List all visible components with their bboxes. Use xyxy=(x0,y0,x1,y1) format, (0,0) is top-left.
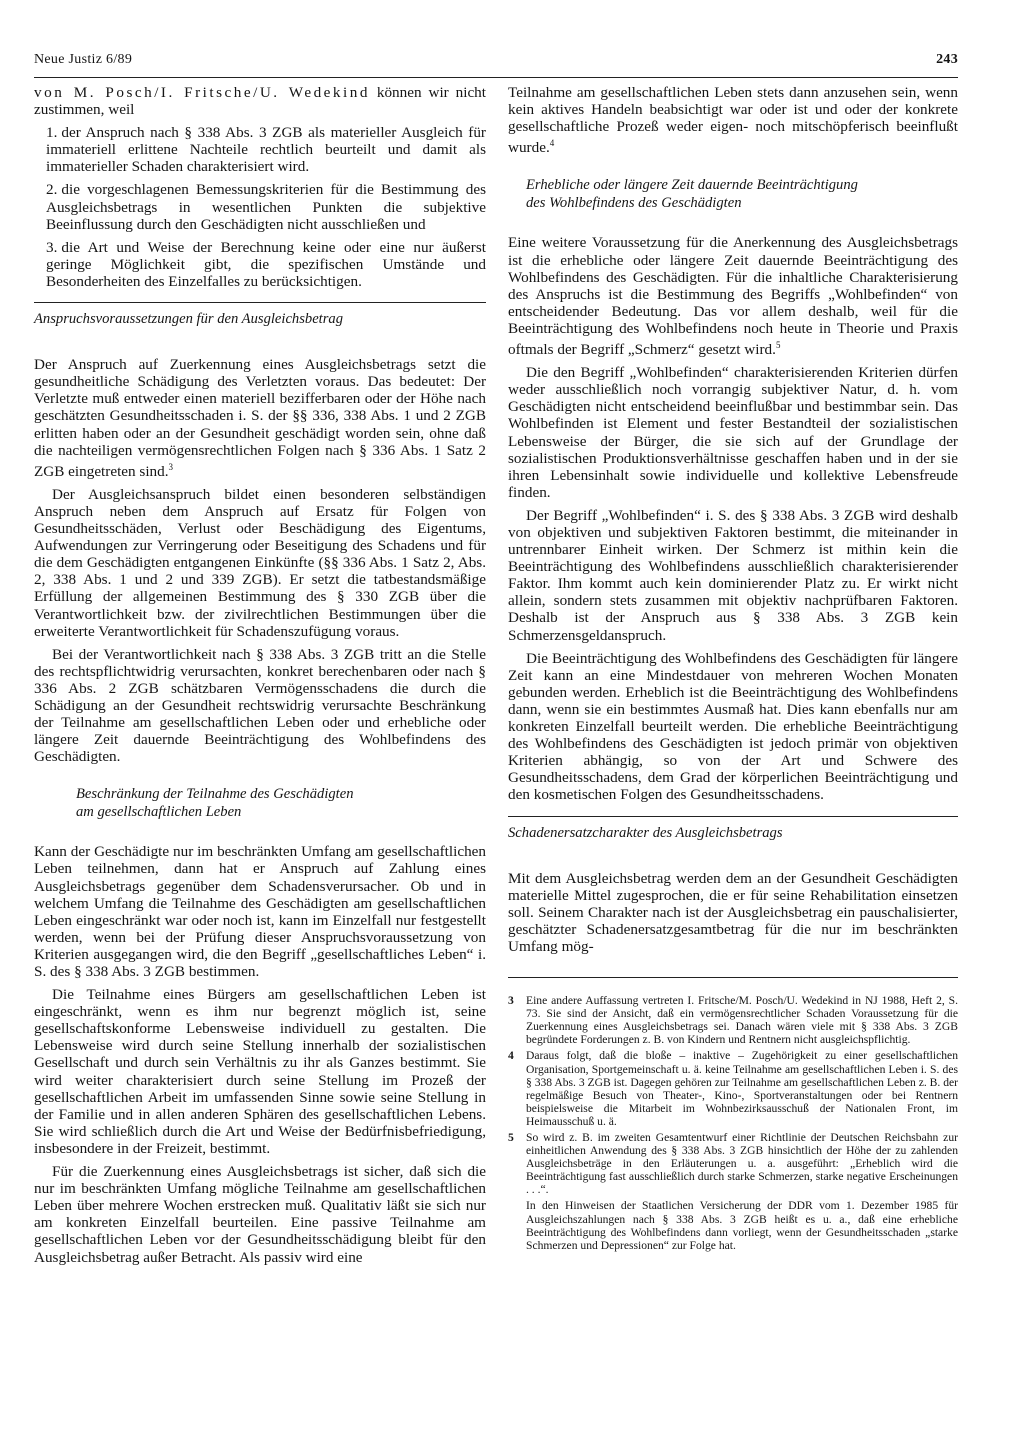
page-header xyxy=(34,52,958,72)
journal-title: Neue Justiz 6/89 xyxy=(34,52,133,67)
paragraph: Der Ausgleichsanspruch bildet einen besonderen selbständigen Anspruch neben dem Anspruch auf Ersatz für Folgen von Gesundheitsschäden, Verlust oder Beschädigung des Eigentums, Aufwendungen zur Verringerung oder Beseitigung des Schadens und für die dem Geschädigten entgangenen Einkünfte (§§ 336 Abs. 1 Satz 2, Abs. 2, 338 Abs. 1 und 2 und 339 ZGB). Er setzt die tatbestandsmäßige Erfüllung der allgemeinen Bestimmung des § 330 ZGB über die Verantwortlichkeit bzw. der zivilrechtlichen Bestimmungen über die erweiterte Verantwortlichkeit für Schadenszufügung voraus. xyxy=(34,485,486,640)
paragraph: Für die Zuerkennung eines Ausgleichsbetrags ist sicher, daß sich die nur im beschränkten Umfang mögliche Teilnahme am gesellschaftlichen Leben über mehrere Wochen erstrecken muß. Qualitativ läßt sie sich nur am konkreten Einzelfall beurteilen. Eine passive Teilnahme am gesellschaftlichen Leben vor der Gesundheitsschädigung bleibt für den Ausgleichsbetrag außer Betracht. Als passiv wird eine xyxy=(34,1163,486,1266)
list-item: 1. der Anspruch nach § 338 Abs. 3 ZGB als materieller Ausgleich für immateriell erlittene Nachteile rechtlich beurteilt und damit als immaterieller Schaden charakterisiert wird. xyxy=(46,124,486,176)
section-heading-anspruchsvoraussetzungen: Anspruchsvoraussetzungen für den Ausgleichsbetrag xyxy=(34,311,344,328)
footnote-rule xyxy=(508,977,958,978)
intro-authors: von M. Posch/I. Fritsche/U. Wedekind xyxy=(34,84,370,101)
list-item: 2. die vorgeschlagenen Bemessungskriterien für die Bestimmung des Ausgleichsbetrags in wesentlichen Punkten die subjektive Beeinflussung durch den Geschädigten nicht ausschließen und xyxy=(46,181,486,233)
section-heading-wohlbefinden: Erhebliche oder längere Zeit dauernde Beeinträchtigung des Wohlbefindens des Geschädigten xyxy=(526,177,858,212)
paragraph: Die Beeinträchtigung des Wohlbefindens des Geschädigten für längere Zeit kann an eine Mindestdauer von mehreren Wochen Monaten gebunden werden. Erheblich ist die Beeinträchtigung des Wohlbefindens dann, wenn sie ein bestimmtes Ausmaß hat. Dies kann ebenfalls nur am konkreten Einzelfall beurteilt werden. Die erhebliche Beeinträchtigung des Wohlbefindens des Geschädigten ist jedoch primär von objektiven Kriterien abhängig, so von der Art und Schwere des Gesundheitsschadens, dem Grad der körperlichen Beeinträchtigung und den kosmetischen Folgen des Gesundheitsschadens. xyxy=(508,649,958,804)
header-rule xyxy=(34,77,958,78)
section-heading-schadenersatzcharakter: Schadenersatzcharakter des Ausgleichsbetrags xyxy=(508,824,783,841)
left-column xyxy=(34,84,486,1272)
section-heading-beschraenkung: Beschränkung der Teilnahme des Geschädigten am gesellschaftlichen Leben xyxy=(76,786,354,821)
footnote: 3 Eine andere Auffassung vertreten I. Fritsche/M. Posch/U. Wedekind in NJ 1988, Heft 2, S. 73. Sie sind der Ansicht, daß ein vermögensrechtlicher Schaden Voraussetzung für die Zuerkennung eines Ausgleichsbetrags sei. Danach wären viele mit § 338 Abs. 3 ZGB begründete Forderungen z. B. von Kindern und Rentnern nicht ausgleichspflichtig. xyxy=(508,994,958,1047)
footnote-ref[interactable]: 3 xyxy=(168,461,174,472)
paragraph: Mit dem Ausgleichsbetrag werden dem an der Gesundheit Geschädigten materielle Mittel zugesprochen, die er für seine Rehabilitation einsetzen soll. Seinem Charakter nach ist der Ausgleichsbetrag ein pauschalisierter, geschätzter Schadenersatzgesamtbetrag für die nur im beschränkten Umfang mög- xyxy=(508,869,958,955)
footnote: 4 Daraus folgt, daß die bloße – inaktive – Zugehörigkeit zu einer gesellschaftlichen Organisation, Sportgemeinschaft u. ä. keine Teilnahme am gesellschaftlichen Leben i. S. des § 338 Abs. 3 ZGB ist. Dagegen gehören zur Teilnahme am gesellschaftlichen Leben z. B. der regelmäßige Besuch von Theater-, Kino-, Sportveranstaltungen oder bei Rentnern beispielsweise die Mitarbeit im Wohnbezirksausschuß der Nationalen Front, im Heimausschuß u. ä. xyxy=(508,1049,959,1128)
intro-rest: können wir nicht zustimmen, weil xyxy=(34,84,486,119)
paragraph: Die Teilnahme eines Bürgers am gesellschaftlichen Leben ist eingeschränkt, wenn es ihm nur begrenzt möglich ist, seine gesellschaftskonforme Lebensweise individuell zu gestalten. Die Lebensweise wird durch seine Stellung innerhalb der sozialistischen Gesellschaft und durch sein Verhältnis zu ihr als Ganzes bestimmt. Sie wird weiter charakterisiert durch seine Stellung im Prozeß der gesellschaftlichen Arbeit im umfassenden Sinne sowie seine Stellung in der Familie und in allen anderen Sphären des gesellschaftlichen Lebens. Sie wird schließlich durch die Art und Weise der Bedürfnisbefriedigung, insbesondere in der Freizeit, bestimmt. xyxy=(34,986,486,1157)
section-rule xyxy=(508,816,958,817)
footnotes xyxy=(508,994,958,1252)
right-column xyxy=(508,84,958,1255)
paragraph: Kann der Geschädigte nur im beschränkten Umfang am gesellschaftlichen Leben teilnehmen, dann hat er Anspruch auf Zahlung eines Ausgleichsbetrags gegenüber dem Schadensverursacher. Ob und in welchem Umfang die Teilnahme des Geschädigten am gesellschaftlichen Leben eingeschränkt war oder noch ist, kann im Einzelfall nur festgestellt werden, wenn bei der Prüfung dieser Anspruchsvoraussetzung von Kriterien ausgegangen wird, die den Begriff „gesellschaftliches Leben“ i. S. des § 338 Abs. 3 ZGB bestimmen. xyxy=(34,843,486,980)
intro-paragraph xyxy=(34,84,486,118)
footnote: 5 So wird z. B. im zweiten Gesamtentwurf einer Richtlinie der Deutschen Reichsbahn zur einheitlichen Anwendung des § 338 Abs. 3 ZGB hinsichtlich der Höhe der zu zahlenden Ausgleichsbeträge in den Erläuterungen u. a. ausgeführt: „Erheblich wird die Beeinträchtigung fast ausschließlich durch starke Schmerzen, starke negative Erscheinungen . . .“. xyxy=(508,1131,958,1197)
paragraph: Der Begriff „Wohlbefinden“ i. S. des § 338 Abs. 3 ZGB wird deshalb von objektiven und subjektiven Faktoren bestimmt, die miteinander in untrennbarer Einheit wirken. Der Schmerz ist mithin kein die Beeinträchtigung des Wohlbefindens ausschließlich charakterisierender Faktor. Ihm kommt auch kein dominierender Platz zu. Er wirkt nicht allein, sondern stets zusammen mit objektiv nachprüfbaren Faktoren. Deshalb ist der Anspruch aus § 338 Abs. 3 ZGB kein Schmerzensgeldanspruch. xyxy=(508,506,958,644)
paragraph: Bei der Verantwortlichkeit nach § 338 Abs. 3 ZGB tritt an die Stelle des rechtspflichtwidrig verursachten, konkret berechenbaren oder nach § 336 Abs. 2 ZGB schätzbaren Vermögensschadens die durch die Schädigung an der Gesundheit rechtswidrig verursachte Beschränkung der Teilnahme am gesellschaftlichen Leben oder und erhebliche oder längere Zeit dauernde Beeinträchtigung des Wohlbefindens des Geschädigten. xyxy=(34,645,486,766)
footnote-ref[interactable]: 4 xyxy=(549,138,555,149)
paragraph: Der Anspruch auf Zuerkennung eines Ausgleichsbetrags setzt die gesundheitliche Schädigung des Verletzten voraus. Das bedeutet: Der Verletzte muß entweder einen materiell bezifferbaren oder der Höhe nach geschätzten Gesundheitsschaden i. S. der §§ 336, 338 Abs. 1 und 2 ZGB erlitten haben oder an der Gesundheit geschädigt worden sein, ohne daß die nachteiligen vermögensrechtlichen Folgen nach § 336 Abs. 1 Satz 2 ZGB eingetreten sind.$^3$ xyxy=(34,356,486,480)
section-rule xyxy=(34,302,486,303)
paragraph: Eine weitere Voraussetzung für die Anerkennung des Ausgleichsbetrags ist die erhebliche oder längere Zeit dauernde Beeinträchtigung des Wohlbefindens des Geschädigten. Für die inhaltliche Charakterisierung des Anspruchs ist die Bestimmung des Begriffs „Wohlbefinden“ von entscheidender Bedeutung. Das vor allem deshalb, weil für die Beeinträchtigung des Wohlbefindens noch heute in Theorie und Praxis oftmals der Begriff „Schmerz“ gesetzt wird.$^5$ xyxy=(508,234,958,359)
page-number: 243 xyxy=(936,52,958,67)
paragraph: Die den Begriff „Wohlbefinden“ charakterisierenden Kriterien dürfen weder ausschließlich noch vorrangig subjektiver Natur, d. h. vom Geschädigten nicht entscheidend beeinflußbar und bestimmbar sein. Das Wohlbefinden ist Element und fester Bestandteil der sozialistischen Lebensweise der Bürger, die sie sich auf der Grundlage der sozialistischen Produktionsverhältnisse geschaffen haben und in der sie ihren Lebensinhalt sowie individuelle und kollektive Lebensfreude finden. xyxy=(508,364,958,501)
list-item: 3. die Art und Weise der Berechnung keine oder eine nur äußerst geringe Möglichkeit gibt, die spezifischen Umstände und Besonderheiten des Einzelfalles zu berücksichtigen. xyxy=(46,238,486,290)
footnote: In den Hinweisen der Staatlichen Versicherung der DDR vom 1. Dezember 1985 für Ausgleichszahlungen nach § 338 Abs. 3 ZGB heißt es u. a., daß eine erhebliche Beeinträchtigung des Wohlbefindens dann vorliegt, wenn der Gesundheitsschaden „starke Schmerzen und Depressionen“ zur Folge hat. xyxy=(526,1199,958,1252)
footnote-ref[interactable]: 5 xyxy=(775,340,781,350)
continuation-paragraph: Teilnahme am gesellschaftlichen Leben stets dann anzusehen sein, wenn kein aktives Handeln beabsichtigt war oder ist und oder der konkrete gesellschaftliche Prozeß weder eigen- noch mitschöpferisch beeinflußt wurde.$^4$ xyxy=(508,84,958,157)
